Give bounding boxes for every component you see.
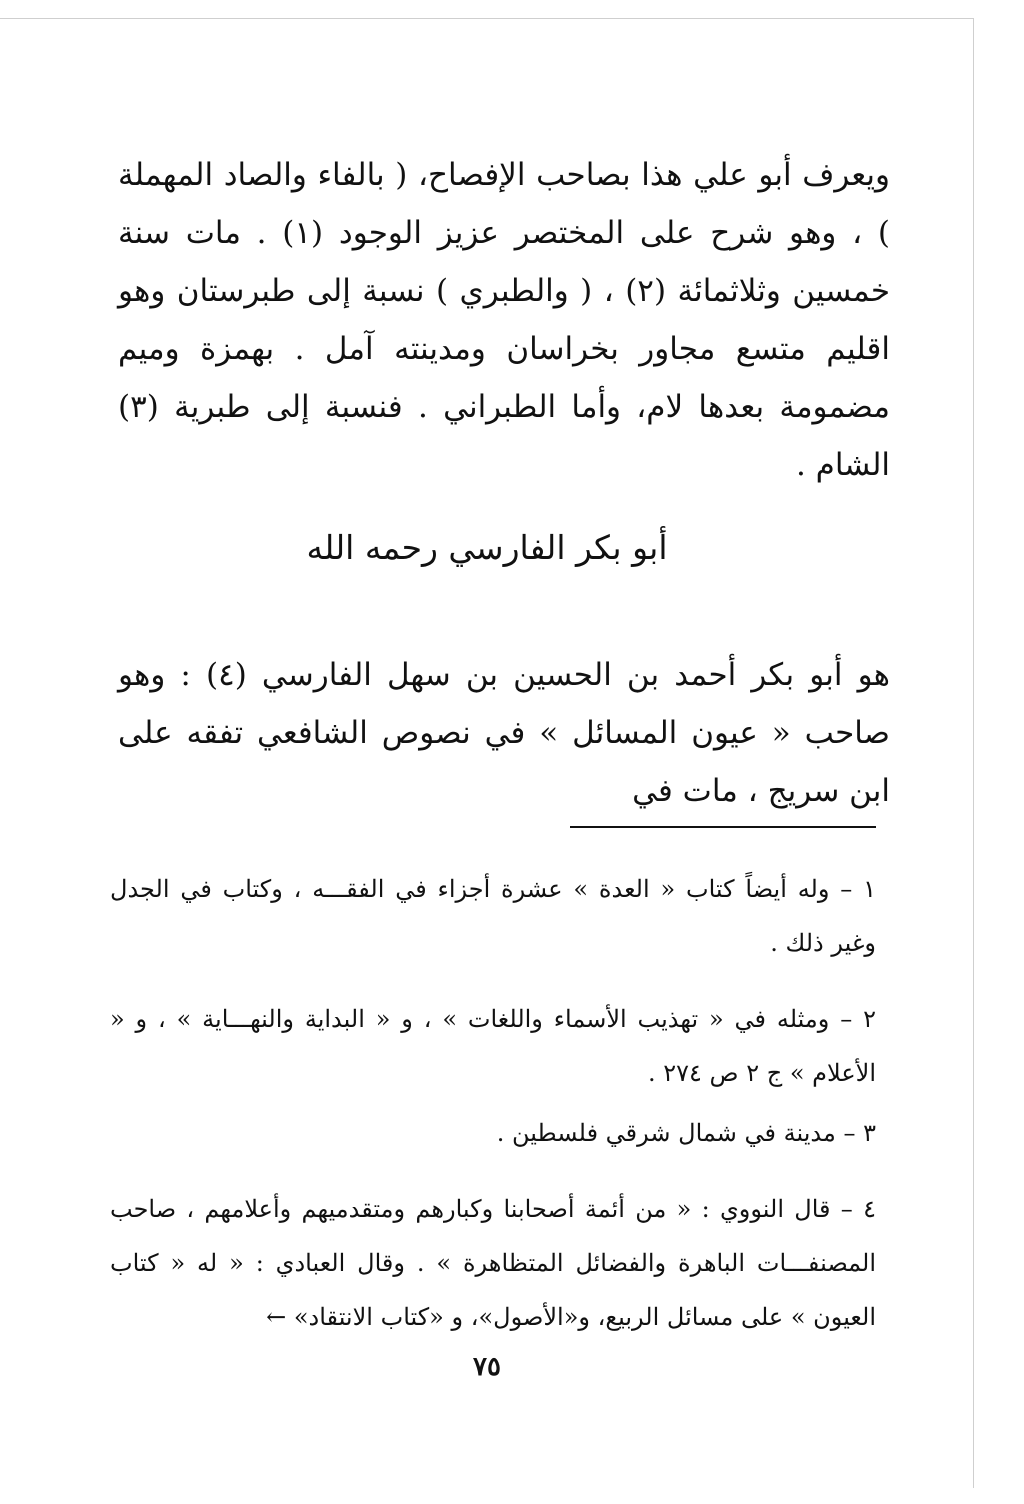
footnote-separator bbox=[570, 826, 876, 828]
footnote-1: ١ – وله أيضاً كتاب « العدة » عشرة أجزاء في الفقـــه ، وكتاب في الجدل وغير ذلك . bbox=[110, 875, 876, 957]
body-paragraph-2: هو أبو بكر أحمد بن الحسين بن سهل الفارسي (٤) : وهو صاحب « عيون المسائل » في نصوص الشافعي تفقه على ابن سريج ، مات في bbox=[118, 657, 890, 809]
page-number: ٧٥ bbox=[473, 1352, 501, 1382]
section-heading: أبو بكر الفارسي رحمه الله bbox=[306, 528, 668, 567]
body-paragraph-1: ويعرف أبو علي هذا بصاحب الإفصاح، ( بالفاء والصاد المهملة ) ، وهو شرح على المختصر عزيز الوجود (١) . مات سنة خمسين وثلاثمائة (٢) ، ( والطبري ) نسبة إلى طبرستان وهو اقليم متسع مجاور بخراسان ومدينته آمل . بهمزة وميم مضمومة بعدها لام، وأما الطبراني . فنسبة إلى طبرية (٣) الشام . bbox=[118, 157, 890, 483]
footnote-2: ٢ – ومثله في « تهذيب الأسماء واللغات » ، و « البداية والنهـــاية » ، و « الأعلام » ج ٢ ص ٢٧٤ . bbox=[110, 1005, 876, 1087]
footnote-4: ٤ – قال النووي : « من أئمة أصحابنا وكبارهم ومتقدميهم وأعلامهم ، صاحب المصنفـــات الباهرة والفضائل المتظاهرة » . وقال العبادي : « له « كتاب العيون » على مسائل الربيع، و«الأصول»، و «كتاب الانتقاد» ← bbox=[110, 1195, 876, 1331]
footnote-3: ٣ – مدينة في شمال شرقي فلسطين . bbox=[496, 1119, 876, 1147]
